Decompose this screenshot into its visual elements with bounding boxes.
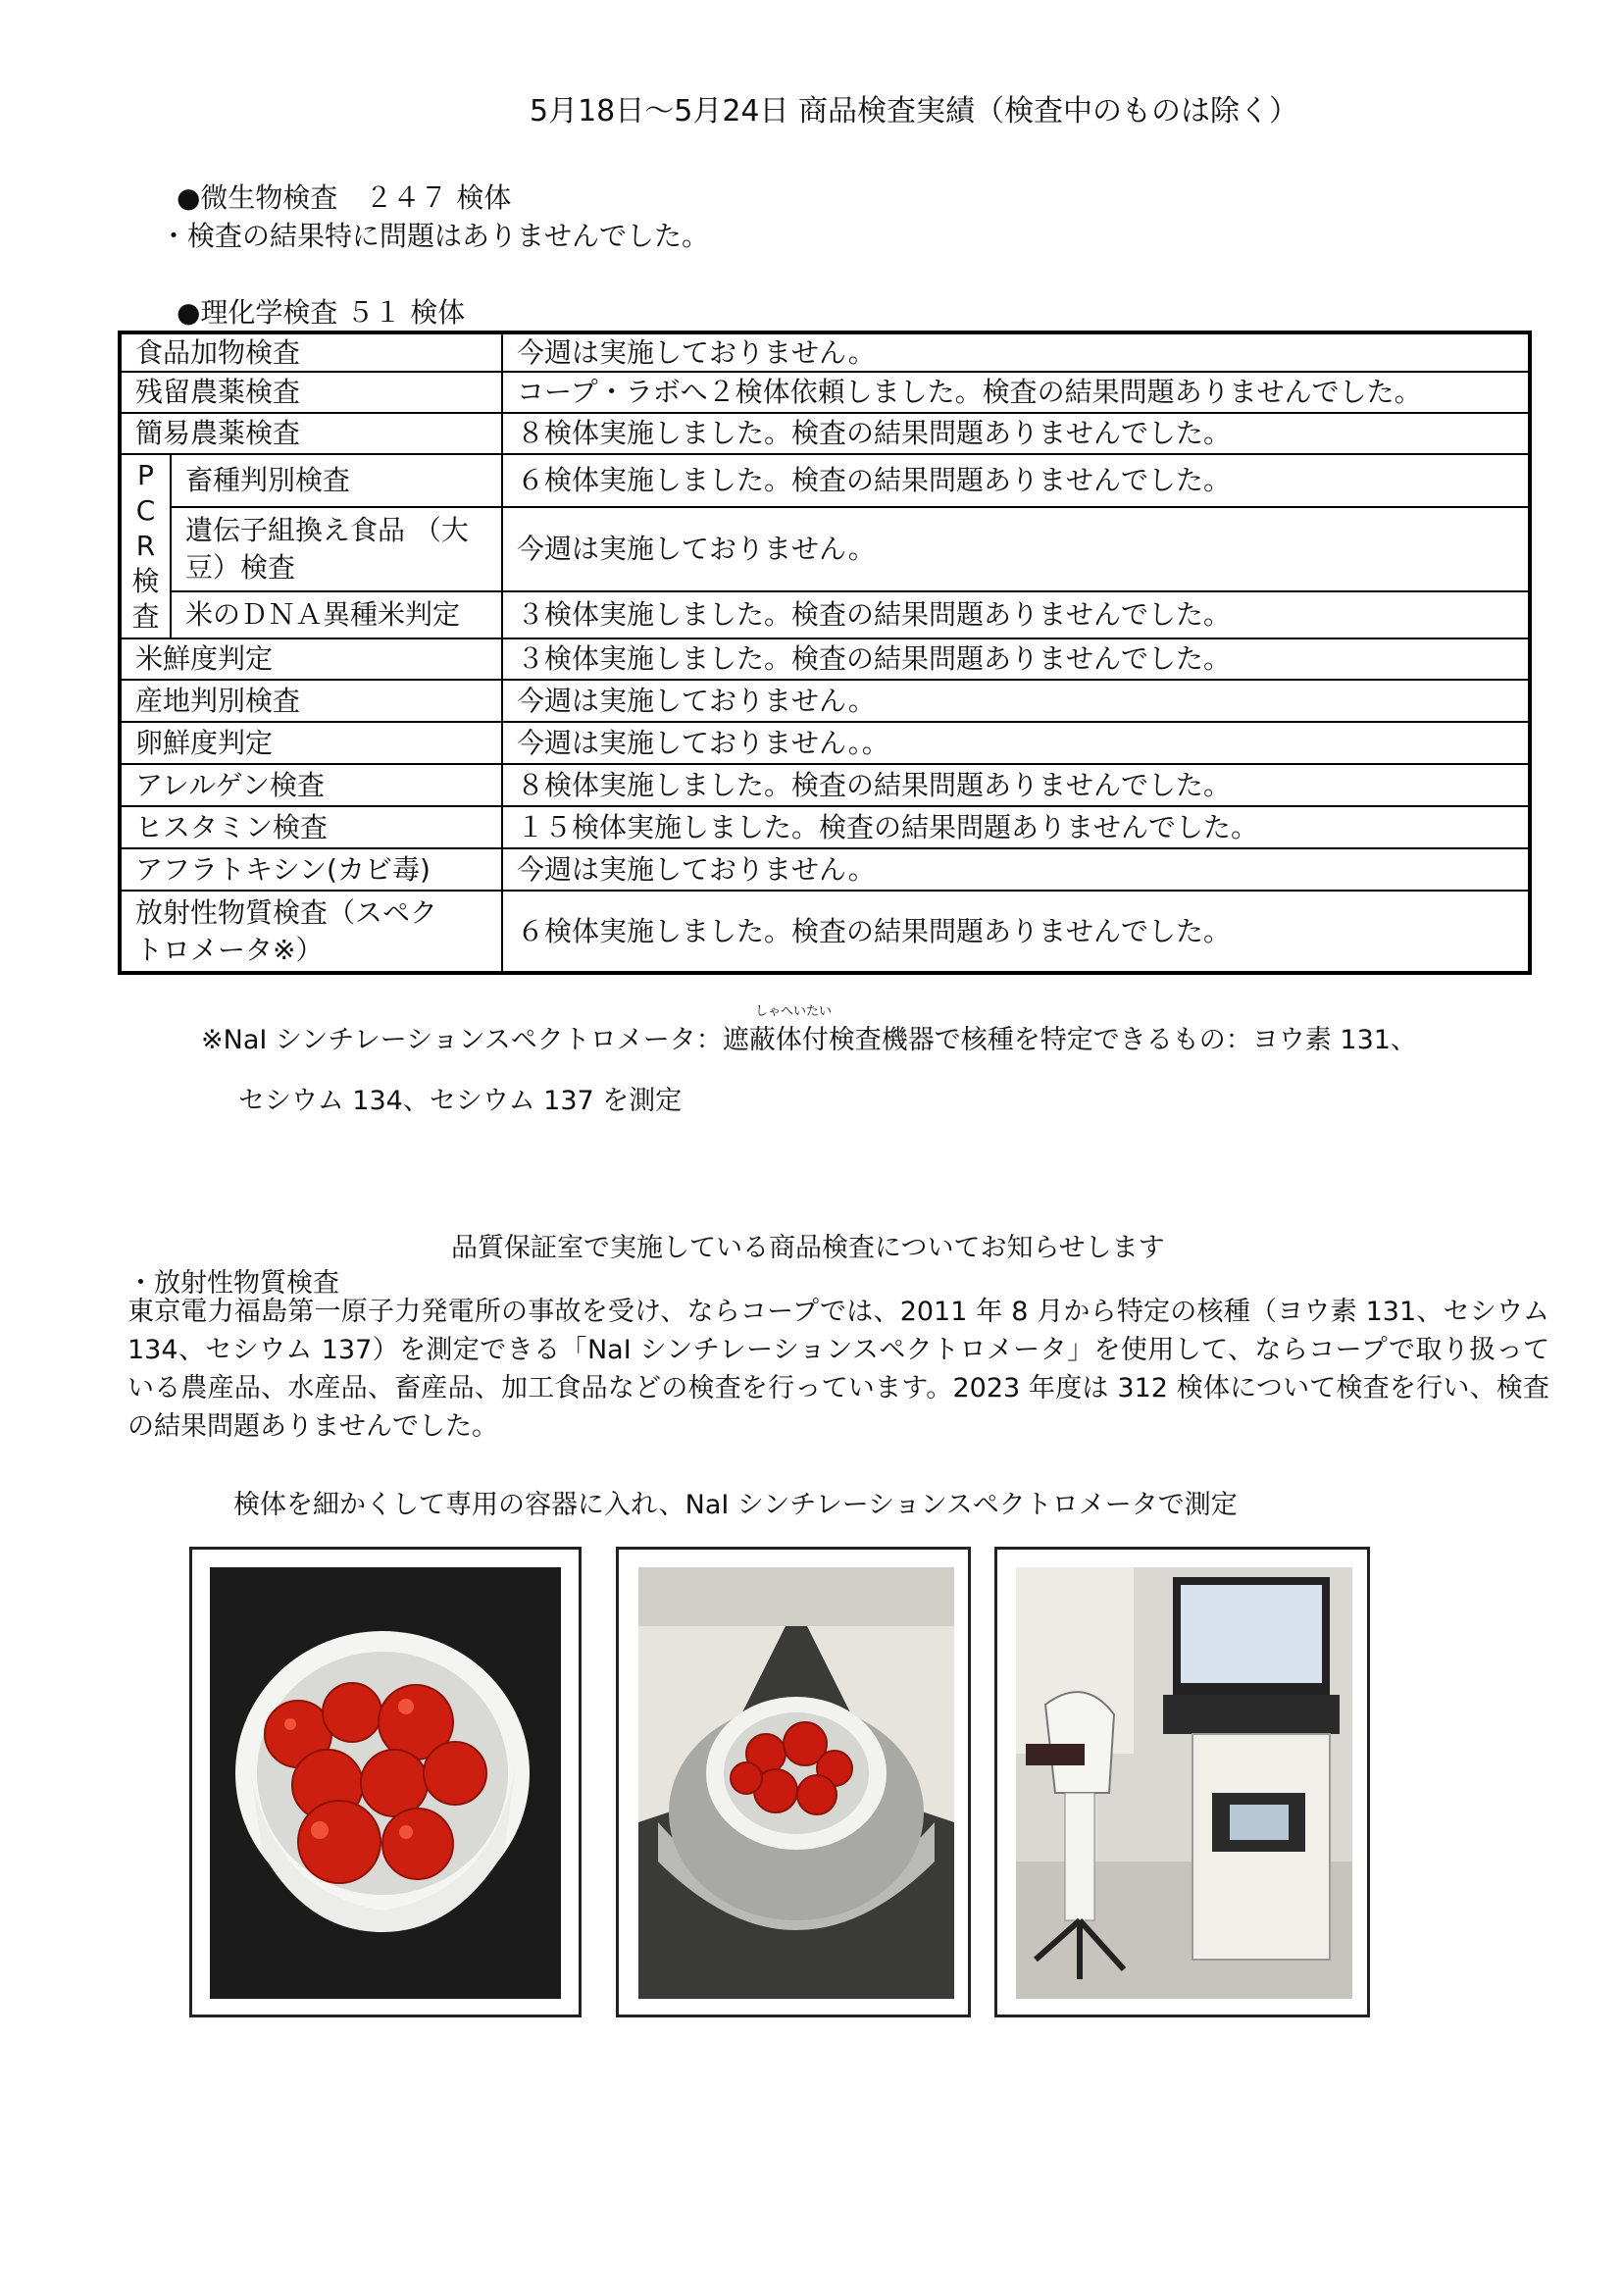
tomato-container-photo (189, 1547, 582, 2017)
notice-subheading: ・放射性物質検査 (127, 1268, 339, 1299)
notice-paragraph: 東京電力福島第一原子力発電所の事故を受け、ならコープでは、2011 年 8 月から特定の核種（ヨウ素 131、セシウム 134、セシウム 137）を測定できる「NaI シンチレーションスペクトロメータ」を使用して、ならコープで取り扱っている農産品、水産品、畜産品、加工食品などの検査を行っています。2023 年度は 312 検体について検査を行い、検査の結果問題ありませんでした。 (127, 1297, 1549, 1442)
chem-heading: ●理化学検査 ５１ 検体 (177, 296, 466, 329)
notice-title: 品質保証室で実施している商品検査についてお知らせします (451, 1233, 1165, 1263)
row-label: 卵鮮度判定 (120, 722, 502, 764)
footnote-line1: ※NaI シンチレーションスペクトロメータ：遮蔽体付検査機器で核種を特定できるもの：ヨウ素 131、 (201, 1025, 1417, 1055)
table-row (120, 454, 1530, 507)
row-result: 今週は実施しておりません。。 (502, 722, 1530, 764)
table-row (120, 806, 1530, 848)
pcr-group-label: P C R 検 査 (120, 454, 171, 638)
results-table (118, 331, 1532, 975)
micro-heading: ●微生物検査 ２４７ 検体 (177, 181, 512, 214)
row-result: 今週は実施しておりません。 (502, 680, 1530, 722)
table-row (120, 413, 1530, 454)
row-result: コープ・ラボへ２検体依頼しました。検査の結果問題ありませんでした。 (502, 372, 1530, 413)
spectrometer-photo (994, 1547, 1370, 2017)
table-row (120, 638, 1530, 680)
row-label: 米鮮度判定 (120, 638, 502, 680)
photo-caption: 検体を細かくして専用の容器に入れ、NaI シンチレーションスペクトロメータで測定 (233, 1490, 1238, 1520)
row-label: 米のＤＮＡ異種米判定 (171, 591, 502, 638)
detector-sample-photo (616, 1547, 971, 2017)
row-label: 産地判別検査 (120, 680, 502, 722)
row-result: ６検体実施しました。検査の結果問題ありませんでした。 (502, 891, 1530, 973)
row-label: ヒスタミン検査 (120, 806, 502, 848)
tomato-container-image (210, 1567, 561, 1999)
table-row (120, 507, 1530, 591)
row-label: アレルゲン検査 (120, 764, 502, 806)
row-result: １５検体実施しました。検査の結果問題ありませんでした。 (502, 806, 1530, 848)
row-result: 今週は実施しておりません。 (502, 507, 1530, 591)
row-result: 今週は実施しておりません。 (502, 332, 1530, 372)
row-label: 残留農薬検査 (120, 372, 502, 413)
table-row (120, 332, 1530, 372)
footnote-ruby: しゃへいたい (755, 1004, 833, 1019)
row-result: ３検体実施しました。検査の結果問題ありませんでした。 (502, 591, 1530, 638)
detector-sample-image (638, 1567, 954, 1999)
row-label: 畜種判別検査 (171, 454, 502, 507)
table-row (120, 591, 1530, 638)
row-label: 簡易農薬検査 (120, 413, 502, 454)
table-row (120, 891, 1530, 973)
row-label: 遺伝子組換え食品 （大豆）検査 (171, 507, 502, 591)
micro-note: ・検査の結果特に問題はありませんでした。 (160, 220, 710, 252)
spectrometer-image (1016, 1567, 1352, 1999)
table-row (120, 372, 1530, 413)
footnote-line2: セシウム 134、セシウム 137 を測定 (238, 1086, 683, 1116)
page-title: 5月18日～5月24日 商品検査実績（検査中のものは除く） (530, 94, 1299, 128)
row-result: 今週は実施しておりません。 (502, 848, 1530, 891)
row-label: 放射性物質検査（スペクトロメータ※） (120, 891, 502, 973)
row-result: ８検体実施しました。検査の結果問題ありませんでした。 (502, 413, 1530, 454)
table-row (120, 764, 1530, 806)
row-result: ６検体実施しました。検査の結果問題ありませんでした。 (502, 454, 1530, 507)
table-row (120, 722, 1530, 764)
row-label: アフラトキシン(カビ毒) (120, 848, 502, 891)
row-result: ３検体実施しました。検査の結果問題ありませんでした。 (502, 638, 1530, 680)
table-row (120, 680, 1530, 722)
row-label: 食品加物検査 (120, 332, 502, 372)
row-result: ８検体実施しました。検査の結果問題ありませんでした。 (502, 764, 1530, 806)
table-row (120, 848, 1530, 891)
